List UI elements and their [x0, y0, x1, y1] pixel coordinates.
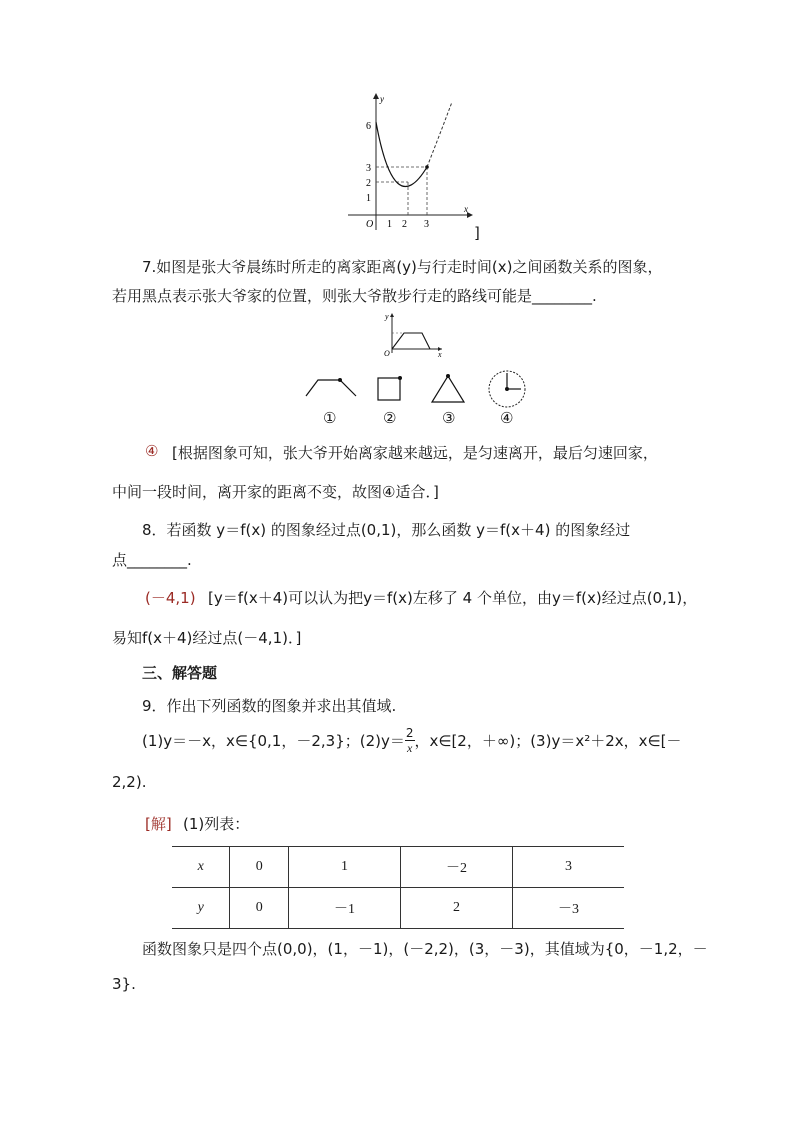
parabola-dashed [427, 102, 452, 167]
x-axis-label: x [464, 204, 468, 214]
x-tick-3: 3 [424, 219, 429, 230]
option-4-label: ④ [500, 409, 514, 427]
table-row: x 0 1 －2 3 [172, 847, 624, 888]
y-tick-3: 3 [366, 163, 371, 174]
graph-bracket: ] [474, 224, 480, 242]
route-option-3 [428, 372, 468, 406]
svg-text:O: O [384, 349, 390, 358]
x-tick-2: 2 [402, 219, 407, 230]
parabola-graph [340, 90, 490, 240]
q8-answer: (－4,1) [145, 589, 196, 607]
q7-distance-graph [378, 309, 448, 359]
parabola-solid [376, 122, 427, 187]
option-1-label: ① [323, 409, 337, 427]
svg-text:x: x [438, 350, 442, 359]
q7-explain1: [根据图象可知，张大爷开始离家越来越远，是匀速离开，最后匀速回家， [172, 444, 658, 462]
svg-text:y: y [385, 312, 389, 321]
option-2-label: ② [383, 409, 397, 427]
section3-title: 三、解答题 [142, 664, 218, 682]
route-option-1 [300, 372, 362, 402]
q9-part2: ，x∈[2，＋∞)；(3)y＝x²＋2x，x∈[－ [414, 732, 682, 750]
q7-explain2: 中间一段时间，离开家的距离不变，故图④适合．] [112, 483, 439, 501]
x-tick-1: 1 [387, 219, 392, 230]
y-tick-6: 6 [366, 121, 371, 132]
q9-part1: (1)y＝－x，x∈{0,1，－2,3}；(2)y＝ [142, 732, 405, 750]
y-tick-2: 2 [366, 178, 371, 189]
y-axis-label: y [380, 94, 384, 104]
option-3-label: ③ [442, 409, 456, 427]
q9-line2 [142, 726, 681, 755]
q9-solution-text: (1)列表： [183, 815, 250, 833]
q9-line1: 9．作出下列函数的图象并求出其值域. [142, 697, 397, 715]
y-tick-1: 1 [366, 193, 371, 204]
q9-conclusion2: 3}. [112, 975, 136, 993]
route-option-2 [372, 372, 406, 406]
q7-line1: 7.如图是张大爷晨练时所走的离家距离(y)与行走时间(x)之间函数关系的图象， [142, 258, 663, 276]
q8-explain1: [y＝f(x＋4)可以认为把y＝f(x)左移了 4 个单位，由y＝f(x)经过点(0,1)， [208, 589, 698, 607]
q8-explain2: 易知f(x＋4)经过点(－4,1)．] [112, 629, 302, 647]
q9-solution-tag: [解] [145, 815, 172, 833]
q9-line3: 2,2). [112, 773, 147, 791]
q8-line2: 点________. [112, 551, 192, 569]
q7-line2: 若用黑点表示张大爷家的位置，则张大爷散步行走的路线可能是________. [112, 287, 597, 305]
table-row: y 0 －1 2 －3 [172, 888, 624, 929]
q9-conclusion1: 函数图象只是四个点(0,0)，(1，－1)，(－2,2)，(3，－3)，其值域为{0，－1,2，－ [142, 940, 708, 958]
value-table [172, 846, 624, 929]
q7-answer: ④ [145, 442, 159, 460]
route-option-4 [485, 368, 529, 410]
fraction-2-over-x: $\frac{2}{x}$ [405, 726, 414, 755]
q8-line1: 8．若函数 y＝f(x) 的图象经过点(0,1)，那么函数 y＝f(x＋4) 的图象经过 [142, 521, 631, 539]
origin-label: O [366, 219, 374, 230]
